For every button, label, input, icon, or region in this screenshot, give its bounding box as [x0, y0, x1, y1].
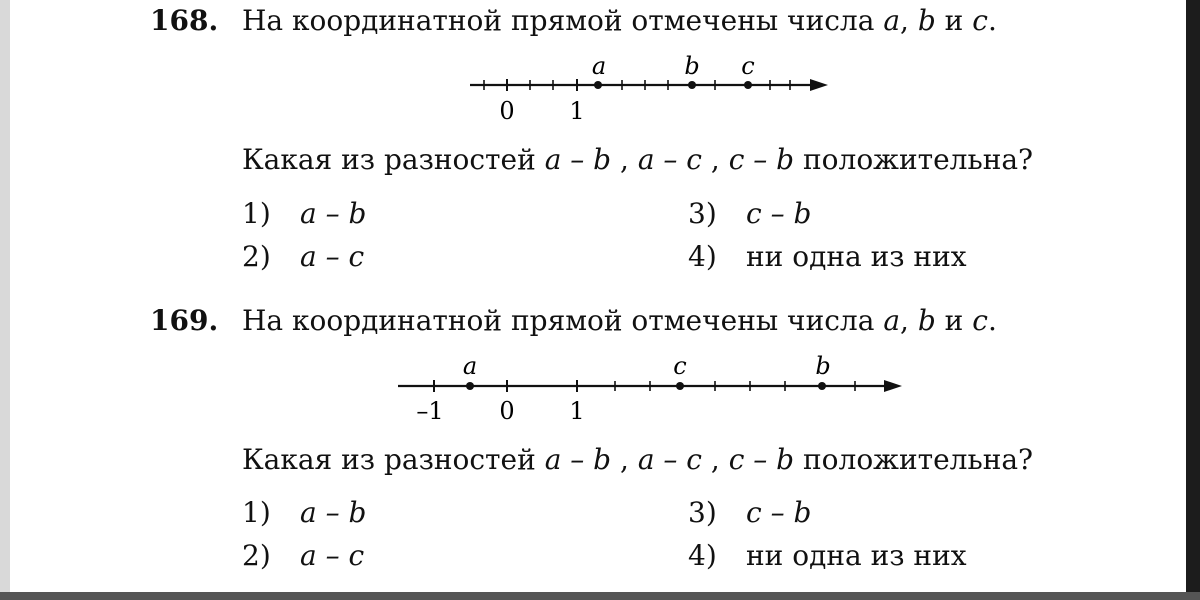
option-text: ни одна из них — [746, 539, 967, 572]
var-b: b — [917, 4, 936, 37]
option-text: a – c — [300, 539, 365, 572]
option-label: 1) — [242, 496, 271, 529]
tick-label-0: 0 — [499, 397, 515, 425]
tick-label-minus-1: –1 — [416, 397, 444, 425]
axis-arrow — [884, 380, 902, 392]
problem-169 — [0, 300, 1200, 600]
question: Какая из разностей a – b , a – c , c – b положительна? — [242, 143, 1034, 176]
point-a — [594, 81, 602, 89]
question: Какая из разностей a – b , a – c , c – b положительна? — [242, 443, 1034, 476]
option-text: ни одна из них — [746, 240, 967, 273]
option-text: a – b — [300, 197, 367, 230]
option-4[interactable] — [688, 240, 967, 273]
point-label-c: c — [741, 52, 755, 80]
option-text: c – b — [746, 197, 812, 230]
difference-2: a – c — [637, 443, 702, 476]
option-4[interactable] — [688, 539, 967, 572]
problem-number: 168. — [150, 4, 219, 37]
difference-1: a – b — [544, 143, 612, 176]
point-label-a: a — [462, 352, 478, 380]
tick-label-1: 1 — [569, 397, 585, 425]
and-word: и — [944, 4, 964, 37]
point-c — [676, 382, 684, 390]
problem-statement: 168. На координатной прямой отмечены числа a, b и c. — [150, 4, 997, 37]
point-b — [688, 81, 696, 89]
option-label: 3) — [688, 197, 717, 230]
var-c: c — [972, 304, 988, 337]
problem-statement: 169. На координатной прямой отмечены числа a, b и c. — [150, 304, 997, 337]
end-mark: . — [987, 4, 997, 37]
point-label-c: c — [673, 352, 687, 380]
question-prefix: Какая из разностей — [242, 443, 536, 476]
statement-text: На координатной прямой отмечены числа — [242, 4, 875, 37]
point-a — [466, 382, 474, 390]
option-2[interactable] — [242, 240, 364, 273]
var-a: a — [883, 304, 901, 337]
question-suffix: положительна? — [803, 443, 1034, 476]
var-a: a — [883, 4, 901, 37]
axis-arrow — [810, 79, 828, 91]
tick-label-1: 1 — [569, 97, 585, 125]
option-label: 3) — [688, 496, 717, 529]
problem-number: 169. — [150, 304, 219, 337]
statement-text: На координатной прямой отмечены числа — [242, 304, 875, 337]
point-c — [744, 81, 752, 89]
option-label: 2) — [242, 539, 271, 572]
difference-1: a – b — [544, 443, 612, 476]
difference-3: c – b — [728, 443, 795, 476]
option-label: 4) — [688, 240, 717, 273]
point-b — [818, 382, 826, 390]
option-text: a – c — [300, 240, 365, 273]
point-label-b: b — [815, 352, 831, 380]
option-2[interactable] — [242, 539, 364, 572]
option-text: c – b — [746, 496, 812, 529]
point-label-b: b — [684, 52, 700, 80]
option-3[interactable] — [688, 197, 811, 230]
option-text: a – b — [300, 496, 367, 529]
question-suffix: положительна? — [803, 143, 1034, 176]
option-3[interactable] — [688, 496, 811, 529]
option-1[interactable] — [242, 496, 366, 529]
question-prefix: Какая из разностей — [242, 143, 536, 176]
var-b: b — [917, 304, 936, 337]
option-label: 2) — [242, 240, 271, 273]
point-label-a: a — [591, 52, 607, 80]
difference-3: c – b — [728, 143, 795, 176]
option-label: 1) — [242, 197, 271, 230]
option-label: 4) — [688, 539, 717, 572]
var-c: c — [972, 4, 988, 37]
option-1[interactable] — [242, 197, 366, 230]
difference-2: a – c — [637, 143, 702, 176]
tick-label-0: 0 — [499, 97, 515, 125]
end-mark: . — [987, 304, 997, 337]
and-word: и — [944, 304, 964, 337]
